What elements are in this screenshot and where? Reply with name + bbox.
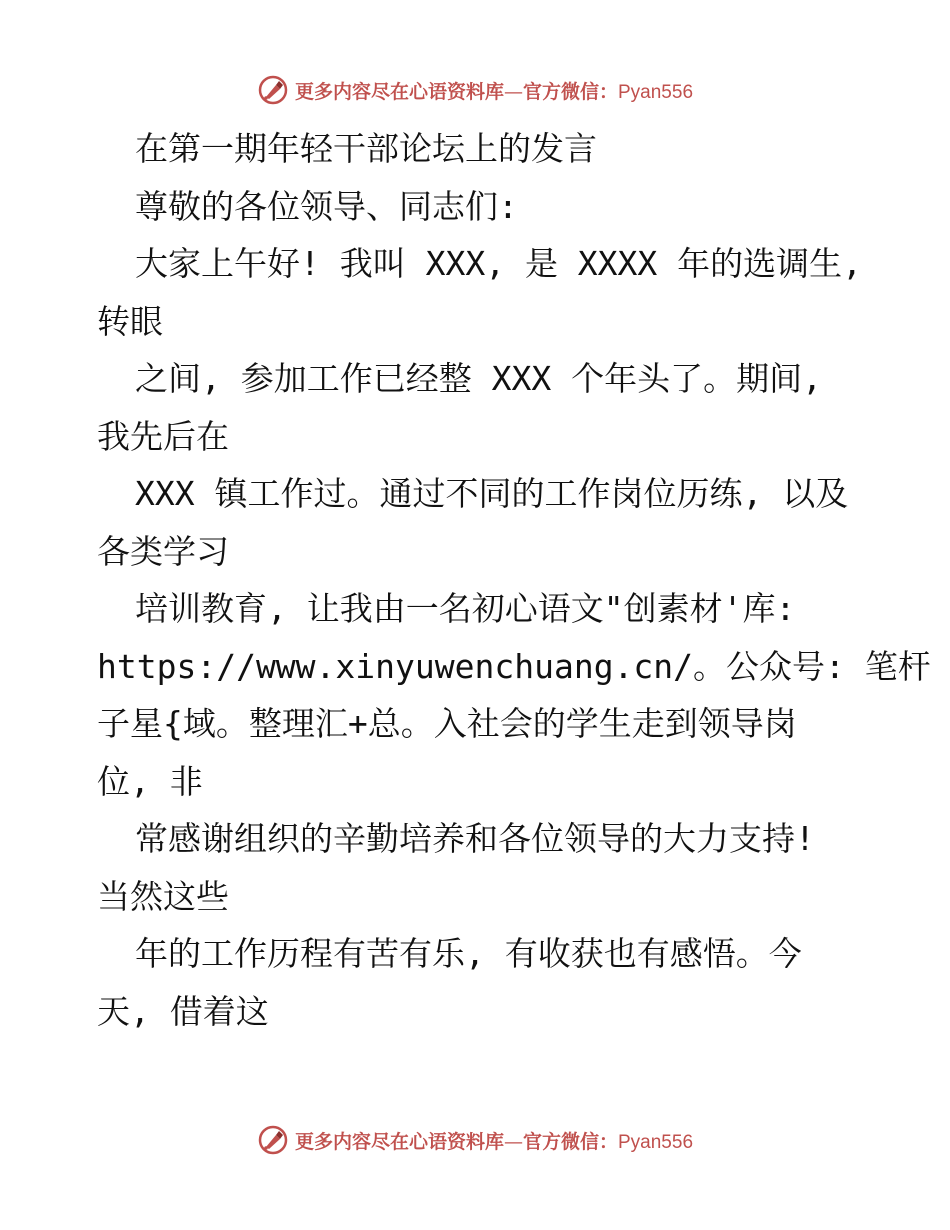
paragraph-line: 大家上午好! 我叫 XXX, 是 XXXX 年的选调生,: [135, 244, 863, 283]
paragraph-line: 位, 非: [97, 761, 203, 801]
paragraph-line: 年的工作历程有苦有乐, 有收获也有感悟。今: [135, 934, 802, 973]
paragraph-line: 常感谢组织的辛勤培养和各位领导的大力支持!: [135, 819, 815, 858]
salutation: 尊敬的各位领导、同志们:: [135, 186, 518, 226]
paragraph-line: 天, 借着这: [97, 991, 269, 1031]
header-watermark: [0, 70, 950, 110]
paragraph-line: 培训教育, 让我由一名初心语文"创素材'库:: [135, 589, 796, 628]
pen-nib-circle-icon: [257, 74, 289, 106]
paragraph-line: 子星{域。整理汇+总。入社会的学生走到领导岗: [97, 704, 797, 743]
paragraph-line: 之间, 参加工作已经整 XXX 个年头了。期间,: [135, 359, 822, 398]
paragraph-line: 转眼: [97, 301, 163, 341]
watermark-text: 更多内容尽在心语资料库—官方微信：Pyan556: [294, 80, 694, 103]
paragraph-line: 我先后在: [97, 416, 229, 456]
paragraph-line: 当然这些: [97, 876, 229, 916]
paragraph-line: XXX 镇工作过。通过不同的工作岗位历练, 以及: [135, 474, 849, 513]
pen-nib-circle-icon: [257, 1124, 289, 1156]
document-title: 在第一期年轻干部论坛上的发言: [135, 129, 597, 168]
footer-watermark: [0, 1120, 950, 1160]
watermark-text: 更多内容尽在心语资料库—官方微信：Pyan556: [294, 1130, 694, 1153]
paragraph-line: 各类学习: [97, 531, 229, 571]
paragraph-line-url: https://www.xinyuwenchuang.cn/。公众号: 笔杆: [97, 646, 931, 686]
document-body: [97, 120, 931, 1040]
